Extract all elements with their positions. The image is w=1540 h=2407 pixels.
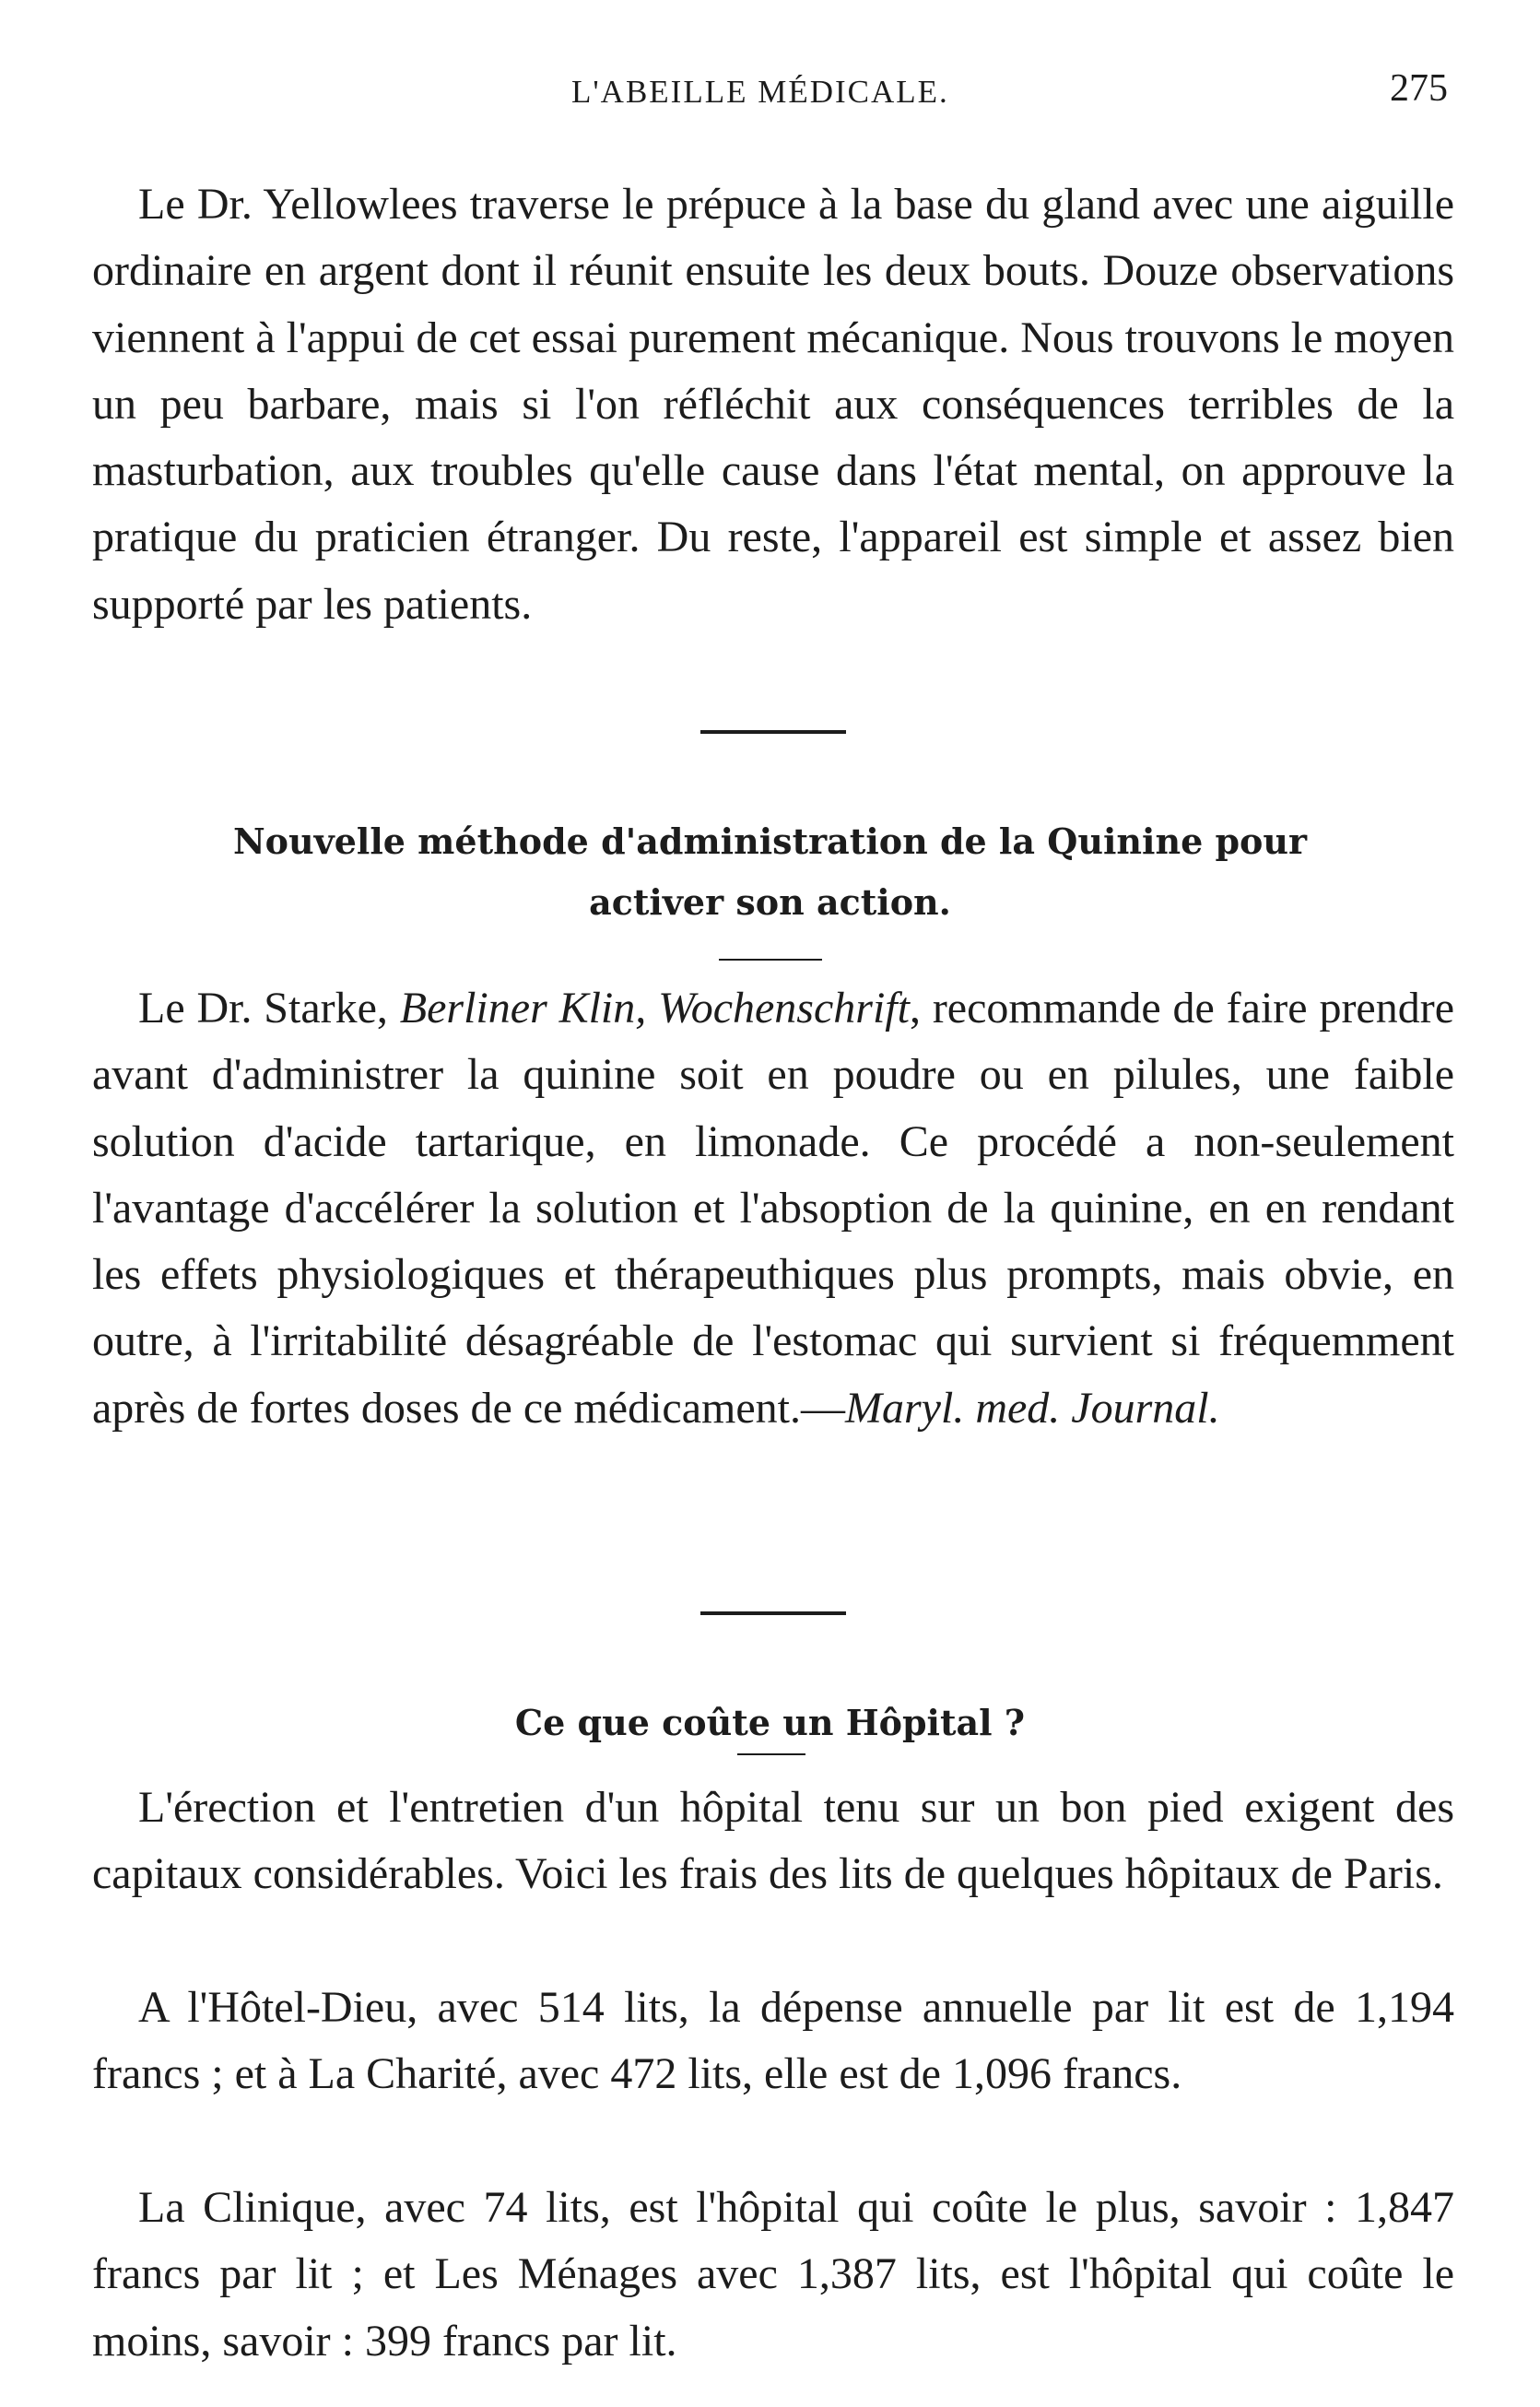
page-header	[0, 66, 1540, 122]
title-underline	[737, 1753, 805, 1755]
running-title: L'ABEILLE MÉDICALE.	[571, 74, 949, 110]
title-underline	[719, 959, 822, 961]
article-paragraph: La Clinique, avec 74 lits, est l'hôpital qui coûte le plus, savoir : 1,847 francs par lit ; et Les Ménages avec 1,387 lits, est l'hôpital qui coûte le moins, savoir : 399 francs par lit.	[92, 2183, 1454, 2366]
section-divider	[700, 730, 846, 734]
section-title-line: activer son action.	[589, 881, 951, 923]
journal-source: Berliner Klin, Wochenschrift	[399, 984, 910, 1032]
section-title	[138, 811, 1402, 933]
article-paragraph: L'érection et l'entretien d'un hôpital tenu sur un bon pied exigent des capitaux considérables. Voici les frais des lits de quelques hôpitaux de Paris.	[92, 1783, 1454, 1899]
paragraph-text: Le Dr. Starke,	[138, 984, 400, 1032]
section-divider	[700, 1611, 846, 1615]
article-paragraph	[92, 975, 1454, 1442]
section-title: Ce que coûte un Hôpital ?	[514, 1702, 1026, 1743]
journal-citation: Maryl. med. Journal.	[845, 1383, 1220, 1433]
article-paragraph: A l'Hôtel-Dieu, avec 514 lits, la dépense annuelle par lit est de 1,194 francs ; et à La Charité, avec 472 lits, elle est de 1,096 francs.	[92, 1983, 1454, 2099]
article-paragraph: Le Dr. Yellowlees traverse le prépuce à la base du gland avec une aiguille ordinaire en argent dont il réunit ensuite les deux bouts. Douze observations viennent à l'appui de cet essai purement mécanique. Nous trouvons le moyen un peu barbare, mais si l'on réfléchit aux conséquences terribles de la masturbation, aux troubles qu'elle cause dans l'état mental, on approuve la pratique du praticien étranger. Du reste, l'appareil est simple et assez bien supporté par les patients.	[92, 180, 1454, 629]
section-title-line: Nouvelle méthode d'administration de la Quinine pour	[232, 820, 1308, 862]
paragraph-text: , recommande de faire prendre avant d'administrer la quinine soit en poudre ou en pilules, une faible solution d'acide tartarique, en limonade. Ce procédé a non-seulement l'avantage d'accélérer la solution et l'absoption de la quinine, en en rendant les effets physiologiques et thérapeuthiques plus prompts, mais obvie, en outre, à l'irritabilité désagréable de l'estomac qui survient si fréquemment après de fortes doses de ce médicament.—	[92, 984, 1455, 1433]
page-number: 275	[1390, 67, 1448, 110]
